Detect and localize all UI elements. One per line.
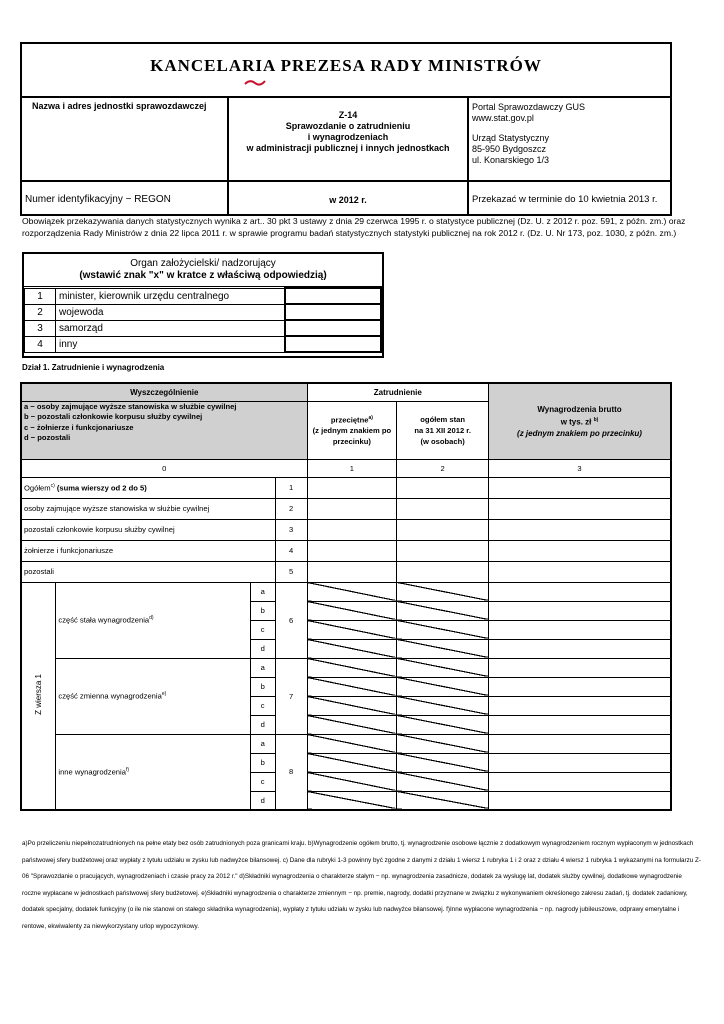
report-year: w 2012 r. (329, 195, 367, 205)
hatched-cell (307, 791, 397, 810)
input-cell[interactable] (489, 620, 671, 639)
vertical-label-cell: Z wiersza 1 (21, 582, 56, 810)
spec-legend: a − osoby zajmujące wyższe stanowiska w służbie cywilnej b − pozostali członkowie korpusu służby cywilnej c − żołnierze i funkcjonariusze d − pozostali (21, 401, 307, 459)
input-cell[interactable] (489, 601, 671, 620)
form-title: Z-14 Sprawozdanie o zatrudnieniu i wynagrodzeniach w administracji publicznej i innych jednostkach (246, 110, 450, 153)
table-row: pozostali członkowie korpusu służby cywilnej 3 (21, 519, 671, 540)
hatched-cell (397, 639, 489, 658)
total-employment-header: ogółem stan na 31 XII 2012 r. (w osobach) (397, 401, 489, 459)
portal-info: Portal Sprawozdawczy GUS www.stat.gov.pl Urząd Statystyczny 85-950 Bydgoszcz ul. Konarskiego 1/3 (472, 102, 586, 165)
hatched-cell (307, 772, 397, 791)
hatched-cell (397, 791, 489, 810)
hatched-cell (397, 677, 489, 696)
hatched-cell (307, 677, 397, 696)
input-cell[interactable] (307, 498, 397, 519)
input-cell[interactable] (397, 540, 489, 561)
hatched-cell (397, 601, 489, 620)
form-header (20, 42, 672, 216)
hatched-cell (307, 734, 397, 753)
input-cell[interactable] (489, 498, 671, 519)
avg-employment-header: przeciętne$^{a)}$ (z jednym znakiem po przecinku) (307, 401, 397, 459)
table-row: pozostali 5 (21, 561, 671, 582)
input-cell[interactable] (489, 540, 671, 561)
table-row: osoby zajmujące wyższe stanowiska w służbie cywilnej 2 (21, 498, 671, 519)
organ-option: 1 minister, kierownik urzędu centralnego (25, 288, 382, 304)
input-cell[interactable] (397, 561, 489, 582)
legal-basis-text: Obowiązek przekazywania danych statystycznych wynika z art.. 30 pkt 3 ustawy z dnia 29 czerwca 1995 r. o statystyce publicznej (Dz. U. z 2012 r. poz. 591, z późn. zm.) oraz rozporządzenia Rady Ministrów z dnia 22 lipca 2011 r. w sprawie programu badań statystycznych statystyki publicznej na rok 2012 r. (Dz. U. Nr 173, poz. 1030, z późn. zm.) (22, 216, 686, 238)
hatched-cell (307, 753, 397, 772)
group-label: część zmienna wynagrodzenia$^{e)}$ (56, 658, 250, 734)
organ-title: Organ założycielski/ nadzorujący (130, 258, 276, 269)
logo-text: KANCELARIA PREZESA RADY MINISTRÓW (150, 56, 542, 75)
input-cell[interactable] (307, 540, 397, 561)
input-cell[interactable] (489, 519, 671, 540)
organ-option: 2 wojewoda (25, 304, 382, 320)
input-cell[interactable] (489, 772, 671, 791)
organ-checkbox-3[interactable] (285, 320, 381, 336)
employment-header: Zatrudnienie (307, 383, 489, 401)
input-cell[interactable] (489, 639, 671, 658)
input-cell[interactable] (489, 582, 671, 601)
input-cell[interactable] (307, 477, 397, 498)
section-title: Dział 1. Zatrudnienie i wynagrodzenia (22, 363, 165, 372)
organ-option: 3 samorząd (25, 320, 382, 336)
hatched-cell (397, 658, 489, 677)
group-label: część stała wynagrodzenia$^{d)}$ (56, 582, 250, 658)
name-address-label: Nazwa i adres jednostki sprawozdawczej (32, 101, 207, 111)
input-cell[interactable] (489, 791, 671, 810)
hatched-cell (397, 734, 489, 753)
hatched-cell (307, 639, 397, 658)
column-numbers: 0 1 2 3 (21, 459, 671, 477)
hatched-cell (307, 715, 397, 734)
organ-checkbox-2[interactable] (285, 304, 381, 320)
input-cell[interactable] (489, 477, 671, 498)
regon-label: Numer identyfikacyjny − REGON (25, 194, 171, 205)
input-cell[interactable] (397, 477, 489, 498)
hatched-cell (397, 582, 489, 601)
input-cell[interactable] (489, 561, 671, 582)
input-cell[interactable] (489, 715, 671, 734)
organ-checkbox-1[interactable] (285, 288, 381, 304)
hatched-cell (307, 601, 397, 620)
input-cell[interactable] (489, 658, 671, 677)
input-cell[interactable] (307, 519, 397, 540)
group-label: inne wynagrodzenia$^{f)}$ (56, 734, 250, 810)
input-cell[interactable] (489, 696, 671, 715)
table-row: Ogółem$^{c)}$ (suma wierszy od 2 do 5) 1 (21, 477, 671, 498)
spec-header: Wyszczególnienie (21, 383, 307, 401)
hatched-cell (397, 715, 489, 734)
hatched-cell (397, 620, 489, 639)
hatched-cell (307, 696, 397, 715)
input-cell[interactable] (397, 498, 489, 519)
table-row: żołnierze i funkcjonariusze 4 (21, 540, 671, 561)
hatched-cell (397, 772, 489, 791)
organ-box (22, 252, 384, 358)
input-cell[interactable] (489, 753, 671, 772)
hatched-cell (307, 620, 397, 639)
input-cell[interactable] (307, 561, 397, 582)
input-cell[interactable] (489, 677, 671, 696)
organ-option: 4 inny (25, 336, 382, 352)
input-cell[interactable] (489, 734, 671, 753)
footnotes: a)Po przeliczeniu niepełnozatrudnionych na pełne etaty bez osób zatrudnionych poza granicami kraju. b)Wynagrodzenie ogółem brutto, tj. wynagrodzenie osobowe łącznie z dodatkowym wynagrodzeniem rocznym wypłaconym w jednostkach państwowej sfery budżetowej oraz wypłaty z tytułu udziału w zysku lub nadwyżce bilansowej. c) Dane dla rubryki 1-3 powinny być zgodne z danymi z działu 1 wiersz 1 rubryka 1 i 2 oraz z działu 4 wiersz 1 rubryka 1 wykazanymi na formularzu Z-06 "Sprawozdanie o pracujących, wynagrodzeniach i czasie pracy za 2012 r." d)Składniki wynagrodzenia o charakterze stałym − np. wynagrodzenia zasadnicze, dodatek za wysługę lat, dodatek służby cywilnej, dodatkowe wynagrodzenie roczne wypłacane w jednostkach państwowej sfery budżetowej. e)Składniki wynagrodzenia o charakterze zmiennym − np. premie, nagrody, dodatki przyznane w związku z wykonywaniem określonego zakresu zadań, tj. dodatek zadaniowy, dodatek specjalny, dodatek funkcyjny (o ile nie stanowi on stałego składnika wynagrodzenia), wypłaty z tytułu udziału w zysku lub nadwyżce bilansowej. f)Inne wypłacone wynagrodzenia − np. nagrody jubileuszowe, odprawy emerytalne i rentowe, ekwiwalenty za niewykorzystany urlop wypoczynkowy. (22, 840, 701, 930)
deadline: Przekazać w terminie do 10 kwietnia 2013 r. (472, 194, 658, 205)
hatched-cell (397, 696, 489, 715)
wage-header: Wynagrodzenia brutto w tys. zł $^{b)}$ (z jednym znakiem po przecinku) (489, 383, 671, 459)
hatched-cell (307, 658, 397, 677)
organ-checkbox-4[interactable] (285, 336, 381, 352)
organ-instruction: (wstawić znak "x" w kratce z właściwą odpowiedzią) (79, 270, 327, 281)
hatched-cell (397, 753, 489, 772)
input-cell[interactable] (397, 519, 489, 540)
employment-table: Wyszczególnienie Zatrudnienie Wynagrodzenia brutto w tys. zł $^{b)}$ (z jednym znakiem po przecinku) a − osoby zajmujące wyższe stanowiska w służbie cywilnej b − pozostali członkowie korpusu służby cywilnej c − żołnierze i funkcjonariusze d − pozostali przeciętne$^{a)}$ (z jednym znakiem po przecinku) ogółem stan na 31 XII 2012 r. (w osobach) 0 1 2 3 Ogółem$^{c)}$ (suma wierszy od 2 do 5) 1 osoby zajmujące wyższe stanowiska w służbie cywilnej 2 pozostali członkowie korpusu służby cywilnej 3 żołnierze i funkcjonariusze 4 pozostali 5 Z wiersza 1 część stała wynagrodzenia$^{d)}$ a 6 b c d część zmienna wynagrodzenia$^{e)}$ a 7 b c d inne wynagrodzenia$^{f)}$ a 8 b c d (20, 382, 672, 811)
hatched-cell (307, 582, 397, 601)
flag-icon (244, 78, 266, 88)
